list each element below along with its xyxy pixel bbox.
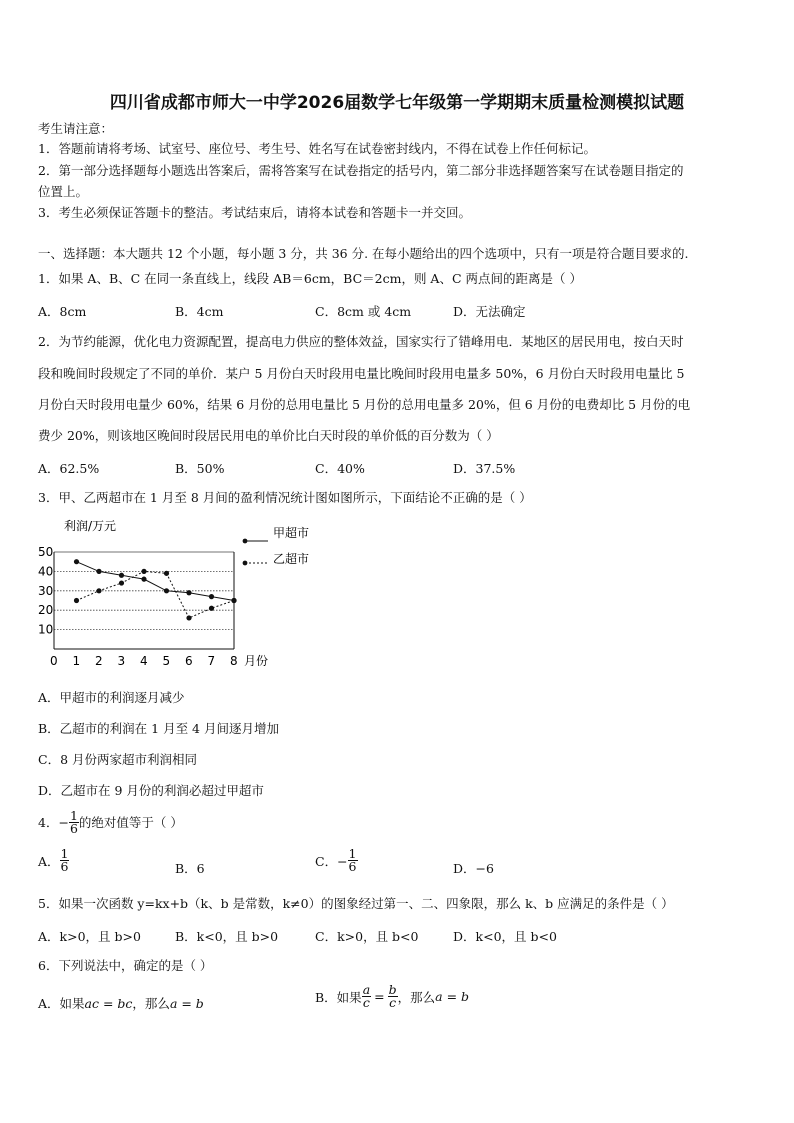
- q2-option-a: A．62.5%: [38, 461, 100, 476]
- y-tick-labels: [38, 545, 53, 637]
- q2-line-2: 段和晚间时段规定了不同的单价．某户 5 月份白天时段用电量比晚间时段用电量多 50%，6 月份白天时段用电量比 5: [38, 366, 685, 381]
- q4-option-b: B．6: [175, 861, 205, 876]
- q4-option-d: D．−6: [453, 861, 494, 876]
- q4-fraction: [69, 810, 79, 835]
- q1-option-c: C．8cm 或 4cm: [315, 304, 412, 319]
- x-tick-1: 1: [72, 654, 81, 668]
- q3-option-c: C．8 月份两家超市利润相同: [38, 752, 197, 767]
- q1-option-b: B．4cm: [175, 304, 224, 319]
- x-tick-labels: [50, 654, 238, 668]
- q2-option-d: D．37.5%: [453, 461, 516, 476]
- page-title: 四川省成都市师大一中学2026届数学七年级第一学期期末质量检测模拟试题: [109, 93, 685, 113]
- q6-option-b-a: a: [362, 982, 371, 997]
- q2-line-3: 月份白天时段用电量少 60%，结果 6 月份的总用电量比 5 月份的总用电量多 20%，但 6 月份的电费却比 5 月份的电: [38, 397, 691, 412]
- series-2-point-7: [209, 606, 214, 611]
- q4-option-a-den: 6: [60, 859, 69, 874]
- q4-option-a-label: A．: [38, 853, 60, 869]
- y-tick-50: 50: [38, 545, 54, 559]
- q5-option-d: D．k<0，且 b<0: [453, 929, 557, 944]
- series-2-point-1: [74, 598, 79, 603]
- q4-option-c: [315, 848, 358, 873]
- x-tick-2: 2: [95, 654, 103, 668]
- section-1-heading: 一、选择题：本大题共 12 个小题，每小题 3 分，共 36 分. 在每小题给出的四个选项中，只有一项是符合题目要求的.: [38, 246, 689, 261]
- q6-option-b-c2: c: [389, 995, 397, 1010]
- chart-frame: [54, 552, 234, 649]
- x-tick-5: 5: [162, 654, 171, 668]
- q2-line-4: 费少 20%，则该地区晚间时段居民用电的单价比白天时段的单价低的百分数为（ ）: [38, 428, 499, 443]
- q6-option-a: [38, 994, 204, 1012]
- series-2-point-3: [119, 580, 124, 585]
- notice-item-2: 2．第一部分选择题每小题选出答案后，需将答案写在试卷指定的括号内，第二部分非选择题答案写在试卷题目指定的: [38, 163, 684, 178]
- x-axis-label: 月份: [244, 654, 269, 668]
- x-tick-4: 4: [140, 654, 148, 668]
- series-2-point-4: [141, 569, 146, 574]
- q6-option-b-math2: a = b: [435, 989, 470, 1004]
- q5-stem: 5．如果一次函数 y=kx+b（k、b 是常数，k≠0）的图象经过第一、二、四象限，那么 k、b 应满足的条件是（ ）: [38, 896, 674, 911]
- chart-series: [74, 559, 237, 620]
- y-axis-label: 利润/万元: [64, 519, 117, 533]
- legend-label-2: 乙超市: [273, 552, 310, 566]
- q4-stem: [38, 810, 183, 835]
- x-tick-8: 8: [230, 654, 238, 668]
- q6-option-a-math2: a = b: [169, 996, 204, 1011]
- q2-line-1: 2．为节约能源，优化电力资源配置，提高电力供应的整体效益，国家实行了错峰用电．某地区的居民用电，按白天时: [38, 334, 684, 349]
- q4-option-a-fraction: [60, 848, 70, 873]
- series-1-point-7: [209, 594, 214, 599]
- series-2-point-8: [231, 598, 236, 603]
- profit-line-chart: [36, 516, 336, 672]
- q4-option-c-den: 6: [348, 859, 357, 874]
- series-2-point-6: [186, 615, 191, 620]
- series-2-point-2: [96, 588, 101, 593]
- q4-option-a: [38, 848, 69, 873]
- q6-option-b-pre: B．如果: [315, 989, 362, 1005]
- x-tick-0: 0: [50, 654, 58, 668]
- q5-option-a: A．k>0，且 b>0: [38, 929, 141, 944]
- series-1-point-4: [141, 577, 146, 582]
- series-1-point-2: [96, 569, 101, 574]
- q4-option-a-num: 1: [60, 846, 69, 861]
- q6-option-a-mid: ，那么: [132, 996, 170, 1011]
- q1-stem: 1．如果 A、B、C 在同一条直线上，线段 AB＝6cm，BC＝2cm，则 A、C 两点间的距离是（ ）: [38, 271, 582, 286]
- chart-legend: [243, 525, 309, 566]
- notice-item-3: 3．考生必须保证答题卡的整洁。考试结束后，请将本试卷和答题卡一并交回。: [38, 205, 471, 220]
- q2-option-b: B．50%: [175, 461, 225, 476]
- q1-option-d: D．无法确定: [453, 304, 526, 319]
- q3-stem: 3．甲、乙两超市在 1 月至 8 月间的盈利情况统计图如图所示，下面结论不正确的是（ ）: [38, 490, 532, 505]
- q5-option-b: B．k<0，且 b>0: [175, 929, 279, 944]
- q1-option-a: A．8cm: [38, 304, 87, 319]
- q4-option-c-num: 1: [348, 846, 357, 861]
- series-1-point-6: [186, 590, 191, 595]
- q6-option-a-math1: ac = bc: [84, 996, 133, 1011]
- x-tick-6: 6: [185, 654, 193, 668]
- q3-option-a: A．甲超市的利润逐月减少: [38, 690, 185, 705]
- q6-option-a-pre: A．如果: [38, 996, 85, 1011]
- x-tick-7: 7: [207, 654, 216, 668]
- q6-option-b-eq: =: [374, 989, 385, 1004]
- q3-option-b: B．乙超市的利润在 1 月至 4 月间逐月增加: [38, 721, 279, 736]
- y-tick-40: 40: [38, 564, 54, 579]
- notice-item-1: 1．答题前请将考场、试室号、座位号、考生号、姓名写在试卷密封线内，不得在试卷上作任何标记。: [38, 141, 596, 156]
- q6-option-b-c1: c: [362, 995, 370, 1010]
- notice-item-2-cont: 位置上。: [38, 184, 89, 199]
- x-tick-3: 3: [117, 654, 126, 668]
- series-1-point-5: [164, 588, 169, 593]
- legend-label-1: 甲超市: [273, 526, 310, 540]
- q3-option-d: D．乙超市在 9 月份的利润必超过甲超市: [38, 783, 264, 798]
- q4-option-c-label: C．−: [315, 853, 348, 869]
- q2-option-c: C．40%: [315, 461, 365, 476]
- y-tick-20: 20: [38, 603, 54, 618]
- q5-option-c: C．k>0，且 b<0: [315, 929, 419, 944]
- series-1-point-3: [119, 573, 124, 578]
- notice-heading: 考生请注意：: [38, 121, 114, 136]
- y-tick-10: 10: [38, 622, 54, 637]
- q6-option-b-b: b: [388, 982, 397, 997]
- y-tick-30: 30: [38, 583, 54, 598]
- series-2-point-5: [164, 571, 169, 576]
- q4-prefix: 4．−: [38, 814, 69, 830]
- q6-option-b-frac-left: [362, 984, 371, 1009]
- q4-frac-den: 6: [69, 821, 78, 836]
- q4-suffix: 的绝对值等于（ ）: [78, 814, 183, 830]
- q6-option-b: [315, 984, 469, 1009]
- q4-frac-num: 1: [69, 808, 78, 823]
- series-1-point-1: [74, 559, 79, 564]
- q6-option-b-frac-right: [388, 984, 398, 1009]
- q4-option-c-fraction: [348, 848, 358, 873]
- q6-option-b-mid: ，那么: [397, 989, 436, 1005]
- q6-stem: 6．下列说法中，确定的是（ ）: [38, 958, 213, 973]
